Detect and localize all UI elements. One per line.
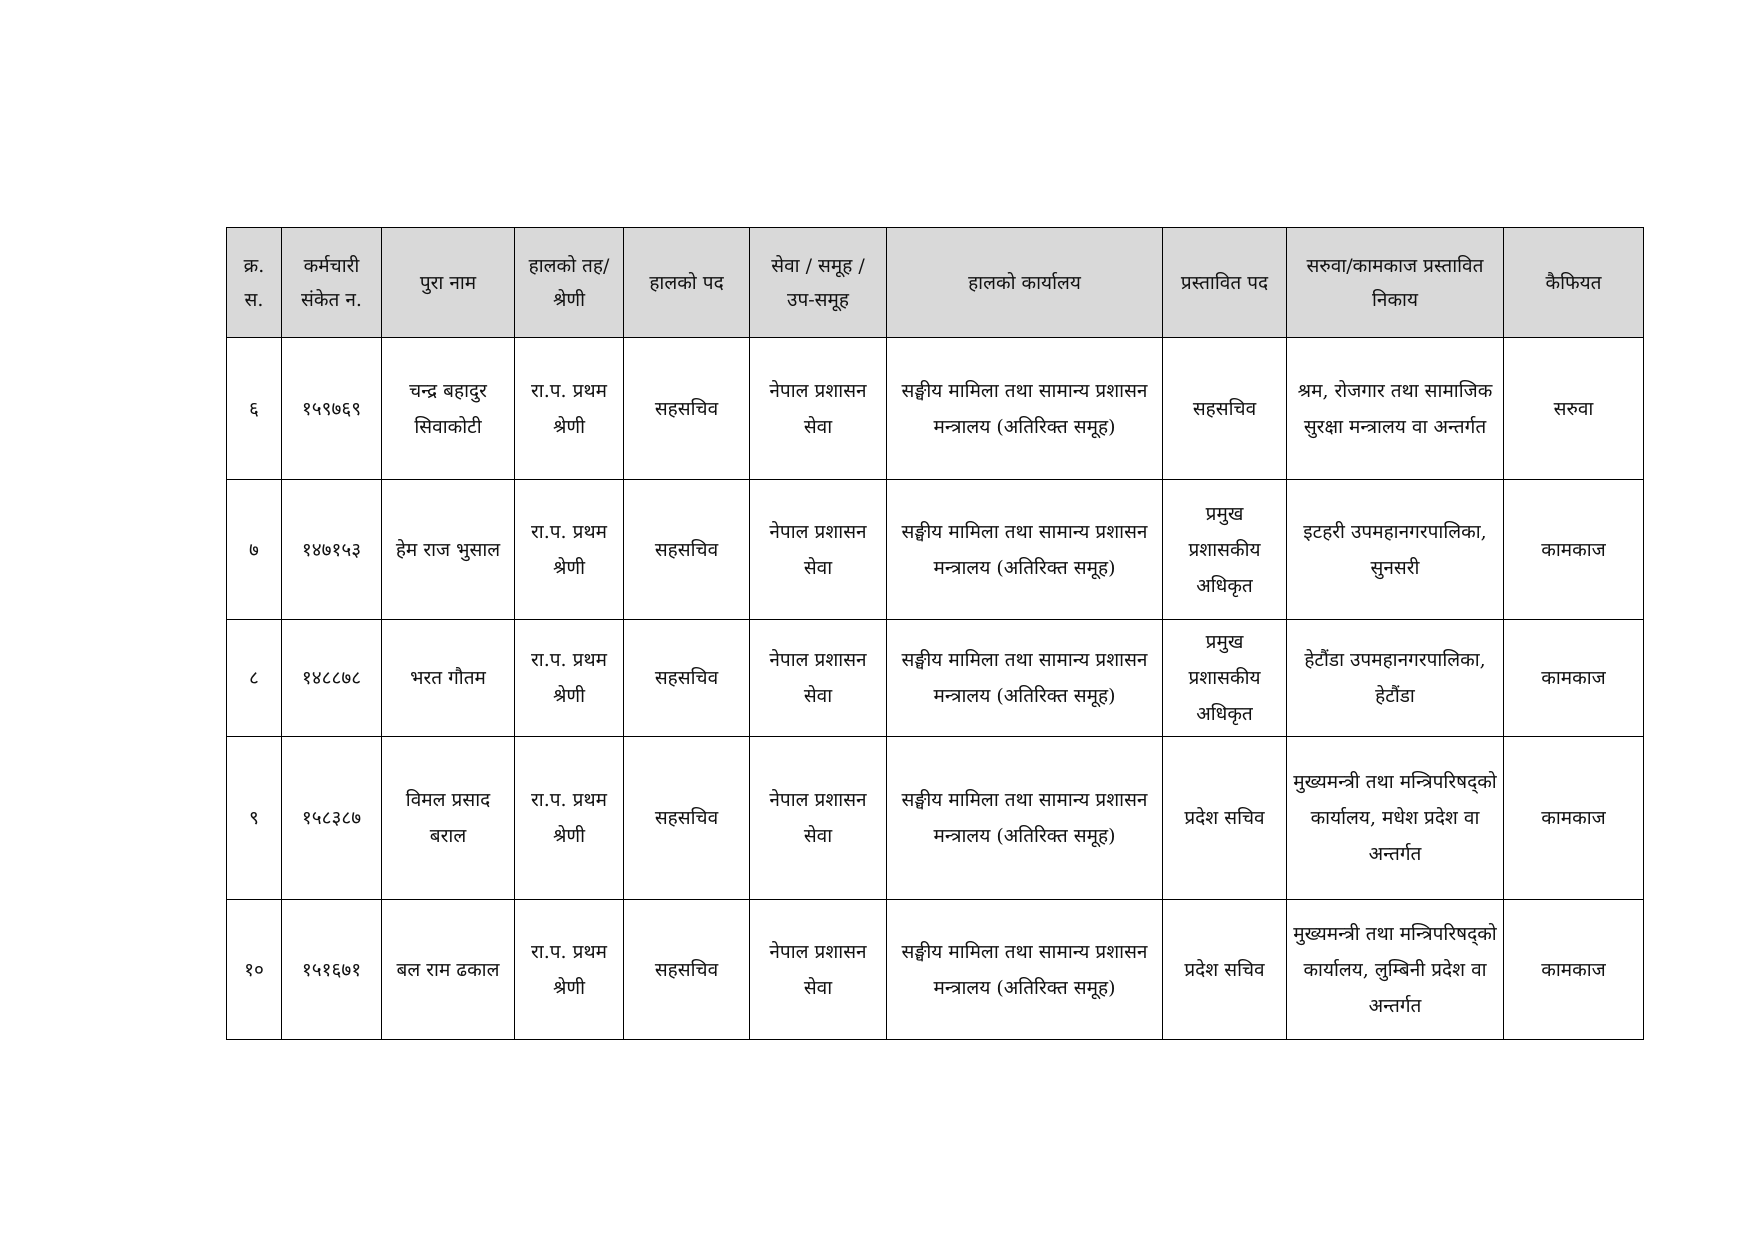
cell-employee-code: १४८८७८ [282, 620, 382, 737]
cell-remarks: कामकाज [1504, 480, 1644, 620]
cell-remarks: कामकाज [1504, 900, 1644, 1040]
cell-current-post: सहसचिव [624, 620, 750, 737]
cell-current-post: सहसचिव [624, 338, 750, 480]
cell-current-level: रा.प. प्रथम श्रेणी [515, 480, 624, 620]
cell-current-level: रा.प. प्रथम श्रेणी [515, 737, 624, 900]
cell-full-name: भरत गौतम [382, 620, 515, 737]
table-row [227, 338, 1644, 480]
cell-service-group: नेपाल प्रशासन सेवा [750, 620, 887, 737]
header-employee-code: कर्मचारी संकेत न. [282, 228, 382, 338]
transfer-table [226, 227, 1644, 1040]
cell-service-group: नेपाल प्रशासन सेवा [750, 900, 887, 1040]
cell-current-office: सङ्घीय मामिला तथा सामान्य प्रशासन मन्त्रालय (अतिरिक्त समूह) [887, 737, 1163, 900]
cell-proposed-body: मुख्यमन्त्री तथा मन्त्रिपरिषद्को कार्यालय, मधेश प्रदेश वा अन्तर्गत [1287, 737, 1504, 900]
cell-proposed-post: प्रमुख प्रशासकीय अधिकृत [1163, 620, 1287, 737]
cell-serial-no: ७ [227, 480, 282, 620]
cell-full-name: बल राम ढकाल [382, 900, 515, 1040]
cell-proposed-body: हेटौंडा उपमहानगरपालिका, हेटौंडा [1287, 620, 1504, 737]
header-current-level: हालको तह/श्रेणी [515, 228, 624, 338]
cell-proposed-post: सहसचिव [1163, 338, 1287, 480]
cell-full-name: चन्द्र बहादुर सिवाकोटी [382, 338, 515, 480]
header-full-name: पुरा नाम [382, 228, 515, 338]
table-row [227, 900, 1644, 1040]
cell-proposed-body: श्रम, रोजगार तथा सामाजिक सुरक्षा मन्त्रालय वा अन्तर्गत [1287, 338, 1504, 480]
cell-proposed-body: मुख्यमन्त्री तथा मन्त्रिपरिषद्को कार्यालय, लुम्बिनी प्रदेश वा अन्तर्गत [1287, 900, 1504, 1040]
header-remarks: कैफियत [1504, 228, 1644, 338]
table-body [227, 338, 1644, 1040]
cell-proposed-post: प्रदेश सचिव [1163, 900, 1287, 1040]
cell-remarks: कामकाज [1504, 737, 1644, 900]
cell-current-office: सङ्घीय मामिला तथा सामान्य प्रशासन मन्त्रालय (अतिरिक्त समूह) [887, 338, 1163, 480]
cell-service-group: नेपाल प्रशासन सेवा [750, 737, 887, 900]
cell-serial-no: ६ [227, 338, 282, 480]
cell-current-office: सङ्घीय मामिला तथा सामान्य प्रशासन मन्त्रालय (अतिरिक्त समूह) [887, 620, 1163, 737]
cell-current-level: रा.प. प्रथम श्रेणी [515, 338, 624, 480]
cell-service-group: नेपाल प्रशासन सेवा [750, 480, 887, 620]
cell-current-post: सहसचिव [624, 737, 750, 900]
header-proposed-body: सरुवा/कामकाज प्रस्तावित निकाय [1287, 228, 1504, 338]
table-row [227, 620, 1644, 737]
cell-proposed-post: प्रदेश सचिव [1163, 737, 1287, 900]
cell-full-name: विमल प्रसाद बराल [382, 737, 515, 900]
header-proposed-post: प्रस्तावित पद [1163, 228, 1287, 338]
cell-proposed-body: इटहरी उपमहानगरपालिका, सुनसरी [1287, 480, 1504, 620]
cell-current-office: सङ्घीय मामिला तथा सामान्य प्रशासन मन्त्रालय (अतिरिक्त समूह) [887, 480, 1163, 620]
header-row [227, 228, 1644, 338]
cell-proposed-post: प्रमुख प्रशासकीय अधिकृत [1163, 480, 1287, 620]
cell-employee-code: १५९७६९ [282, 338, 382, 480]
cell-current-post: सहसचिव [624, 900, 750, 1040]
cell-employee-code: १५८३८७ [282, 737, 382, 900]
header-current-office: हालको कार्यालय [887, 228, 1163, 338]
header-serial-no: क्र. स. [227, 228, 282, 338]
cell-serial-no: ९ [227, 737, 282, 900]
header-current-post: हालको पद [624, 228, 750, 338]
cell-current-level: रा.प. प्रथम श्रेणी [515, 620, 624, 737]
cell-remarks: सरुवा [1504, 338, 1644, 480]
cell-serial-no: ८ [227, 620, 282, 737]
cell-remarks: कामकाज [1504, 620, 1644, 737]
cell-current-level: रा.प. प्रथम श्रेणी [515, 900, 624, 1040]
cell-employee-code: १५१६७१ [282, 900, 382, 1040]
cell-current-post: सहसचिव [624, 480, 750, 620]
cell-serial-no: १० [227, 900, 282, 1040]
cell-full-name: हेम राज भुसाल [382, 480, 515, 620]
cell-employee-code: १४७१५३ [282, 480, 382, 620]
table-header [227, 228, 1644, 338]
cell-service-group: नेपाल प्रशासन सेवा [750, 338, 887, 480]
header-service-group: सेवा / समूह / उप-समूह [750, 228, 887, 338]
table-row [227, 480, 1644, 620]
table-row [227, 737, 1644, 900]
cell-current-office: सङ्घीय मामिला तथा सामान्य प्रशासन मन्त्रालय (अतिरिक्त समूह) [887, 900, 1163, 1040]
